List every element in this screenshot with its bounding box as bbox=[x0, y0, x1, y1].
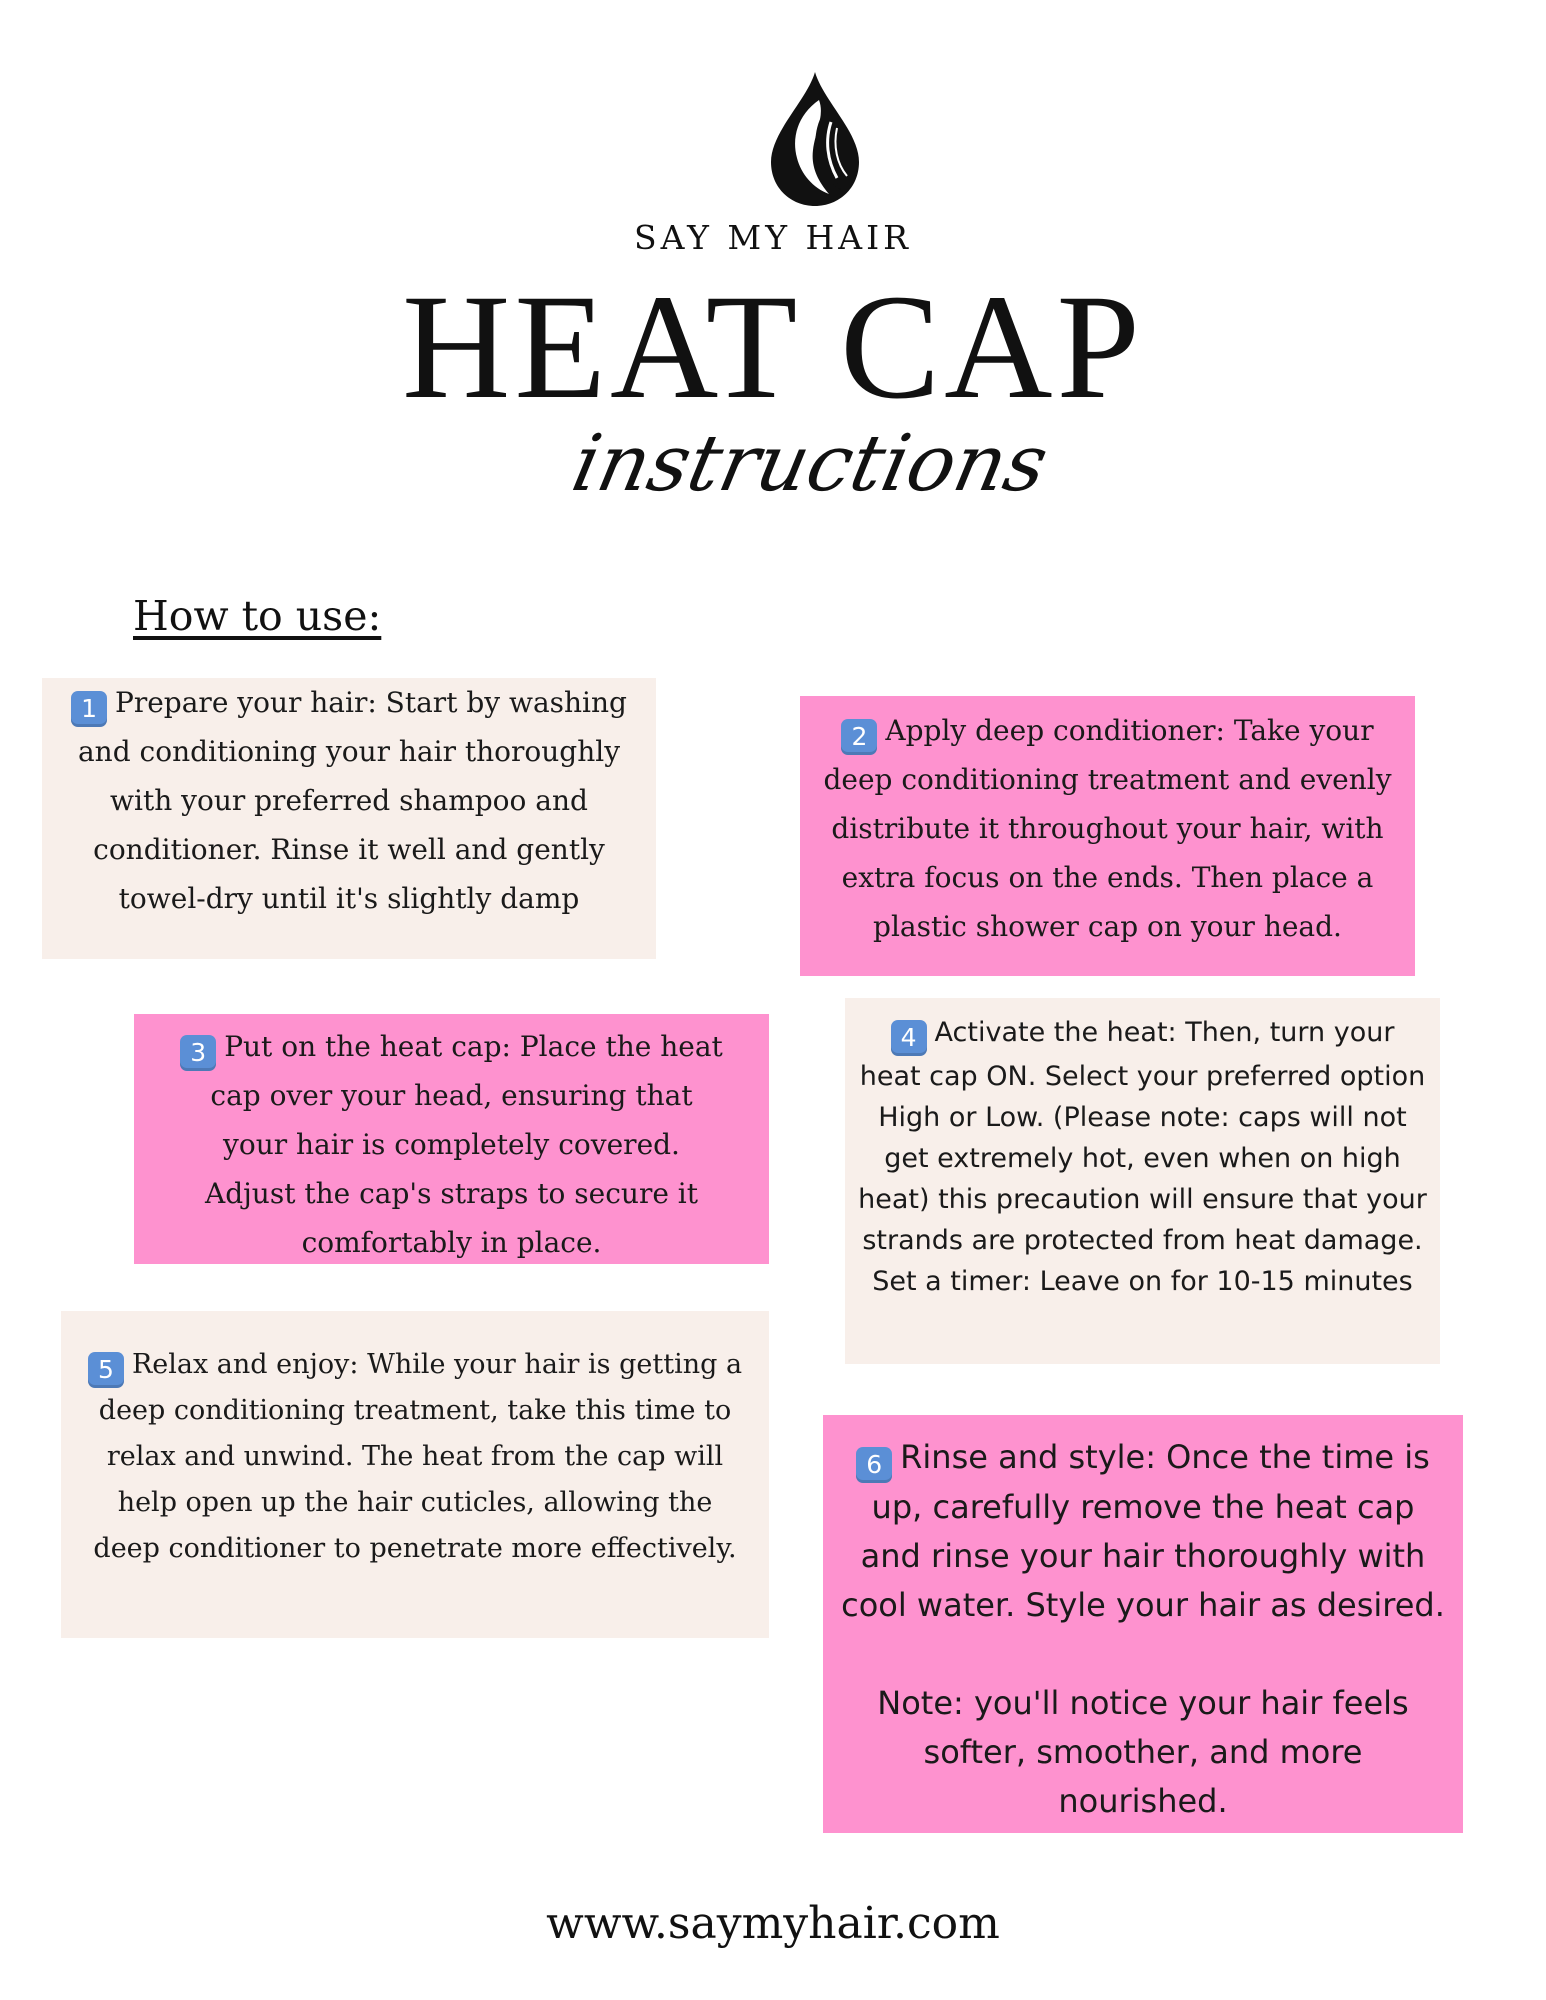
step-card-4 bbox=[845, 998, 1440, 1364]
step-text: Apply deep conditioner: Take your deep conditioning treatment and evenly distribute it throughout your hair, with extra focus on the ends. Then place a plastic shower cap on your head. bbox=[823, 714, 1392, 943]
step-text: Put on the heat cap: Place the heat cap over your head, ensuring that your hair is completely covered. Adjust the cap's straps to secure it comfortably in place. bbox=[204, 1030, 723, 1259]
page-subtitle: instructions bbox=[564, 419, 1056, 509]
step-text: Relax and enjoy: While your hair is getting a deep conditioning treatment, take this time to relax and unwind. The heat from the cap will help open up the hair cuticles, allowing the deep conditioner to penetrate more effectively. bbox=[93, 1349, 743, 1564]
step-card-6 bbox=[823, 1415, 1463, 1833]
brand-name: SAY MY HAIR bbox=[634, 218, 912, 257]
step-card-5 bbox=[61, 1311, 769, 1638]
step-card-2 bbox=[800, 696, 1415, 976]
step-number-badge: 3 bbox=[180, 1035, 216, 1071]
step-number-badge: 2 bbox=[841, 719, 877, 755]
page-title: HEAT CAP bbox=[402, 264, 1144, 430]
step-text: Activate the heat: Then, turn your heat cap ON. Select your preferred option High or Low. (Please note: caps will not get extremely hot, even when on high heat) this precaution will ensure that your strands are protected from heat damage. Set a timer: Leave on for 10-15 minutes bbox=[858, 1017, 1427, 1297]
step-text: Rinse and style: Once the time is up, carefully remove the heat cap and rinse your hair thoroughly with cool water. Style your hair as desired. bbox=[841, 1438, 1445, 1624]
step-note: Note: you'll notice your hair feels softer, smoother, and more nourished. bbox=[877, 1684, 1409, 1820]
step-text: Prepare your hair: Start by washing and conditioning your hair thoroughly with your preferred shampoo and conditioner. Rinse it well and gently towel-dry until it's slightly damp bbox=[77, 686, 627, 915]
step-number-badge: 5 bbox=[88, 1352, 124, 1388]
step-card-1 bbox=[42, 678, 656, 959]
step-card-3 bbox=[134, 1014, 769, 1264]
step-number-badge: 6 bbox=[856, 1447, 892, 1483]
step-number-badge: 1 bbox=[71, 691, 107, 727]
say-my-hair-logo-icon bbox=[767, 70, 863, 210]
how-to-heading: How to use: bbox=[133, 592, 382, 640]
website-link[interactable]: www.saymyhair.com bbox=[546, 1898, 1000, 1949]
step-number-badge: 4 bbox=[891, 1020, 927, 1056]
